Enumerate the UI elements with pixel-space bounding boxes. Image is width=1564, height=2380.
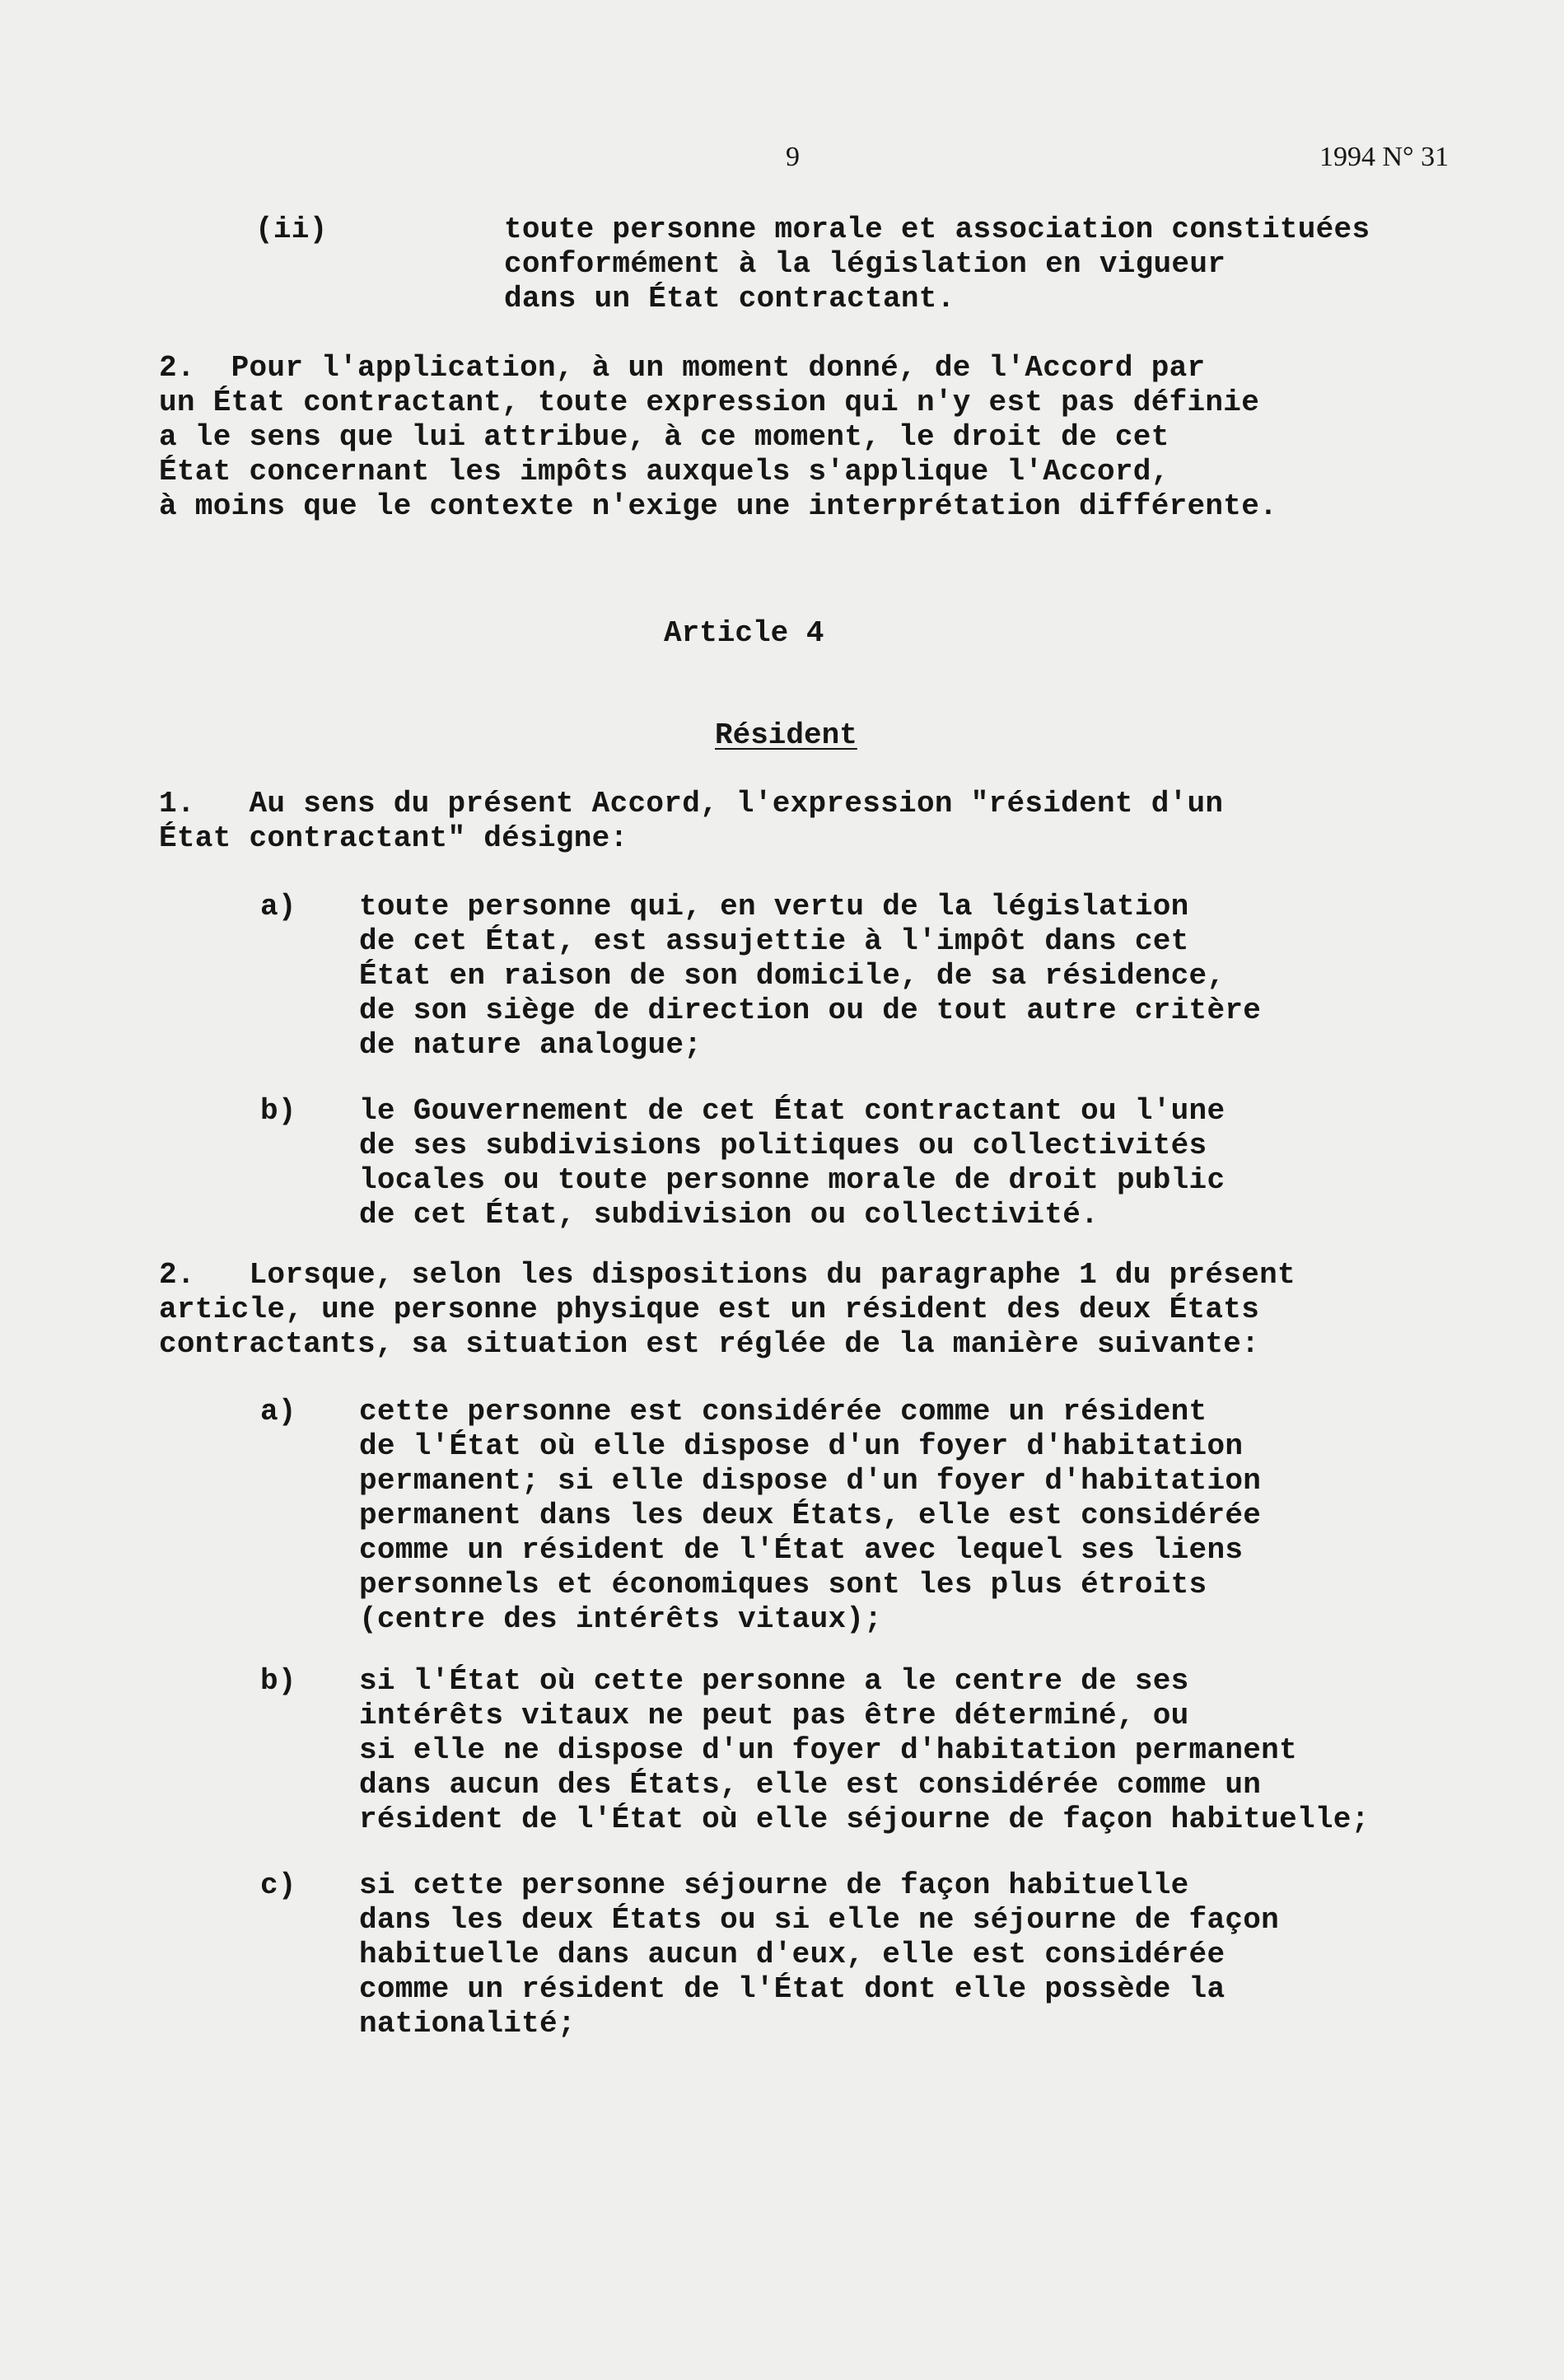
item-line: si elle ne dispose d'un foyer d'habitation permanent [359, 1733, 1297, 1767]
item-line: de son siège de direction ou de tout autre critère [359, 994, 1262, 1027]
item-line: si cette personne séjourne de façon habituelle [359, 1868, 1189, 1902]
item-line: dans aucun des États, elle est considérée comme un [359, 1768, 1262, 1802]
subitem-ii-marker: (ii) [255, 213, 328, 246]
para2-line: 2. Pour l'application, à un moment donné, de l'Accord par [159, 351, 1206, 385]
item-line: de nature analogue; [359, 1028, 703, 1062]
item-line: cette personne est considérée comme un résident [359, 1395, 1207, 1428]
item-line: de cet État, est assujettie à l'impôt dans cet [359, 924, 1189, 958]
item-line: État en raison de son domicile, de sa résidence, [359, 959, 1226, 993]
subitem-ii-line: conformément à la législation en vigueur [504, 247, 1226, 281]
item-marker: a) [260, 1395, 296, 1428]
item-line: intérêts vitaux ne peut pas être déterminé, ou [359, 1699, 1189, 1732]
item-line: dans les deux États ou si elle ne séjourne de façon [359, 1903, 1280, 1937]
item-line: toute personne qui, en vertu de la législation [359, 890, 1189, 923]
subitem-ii-line: toute personne morale et association constituées [504, 213, 1370, 246]
item-line: de cet État, subdivision ou collectivité. [359, 1198, 1099, 1232]
item-line: permanent; si elle dispose d'un foyer d'habitation [359, 1464, 1262, 1498]
page-number: 9 [786, 142, 800, 172]
item-line: de l'État où elle dispose d'un foyer d'habitation [359, 1429, 1244, 1463]
item-marker: b) [260, 1664, 296, 1698]
item-line: comme un résident de l'État dont elle possède la [359, 1972, 1226, 2006]
item-line: comme un résident de l'État avec lequel ses liens [359, 1533, 1244, 1567]
item-line: (centre des intérêts vitaux); [359, 1602, 883, 1636]
document-reference: 1994 N° 31 [1319, 142, 1450, 172]
item-line: habituelle dans aucun d'eux, elle est considérée [359, 1938, 1226, 1971]
item-line: de ses subdivisions politiques ou collectivités [359, 1129, 1207, 1162]
art4-para1-intro-line: 1. Au sens du présent Accord, l'expression "résident d'un [159, 787, 1224, 821]
item-line: personnels et économiques sont les plus étroits [359, 1568, 1207, 1601]
item-marker: b) [260, 1094, 296, 1128]
para2-line: État concernant les impôts auxquels s'applique l'Accord, [159, 455, 1169, 489]
item-marker: c) [260, 1868, 296, 1902]
article-title: Article 4 [664, 616, 824, 650]
para2-line: à moins que le contexte n'exige une interprétation différente. [159, 489, 1278, 523]
item-line: résident de l'État où elle séjourne de façon habituelle; [359, 1803, 1370, 1836]
art4-para2-intro-line: 2. Lorsque, selon les dispositions du paragraphe 1 du présent [159, 1258, 1296, 1292]
item-line: le Gouvernement de cet État contractant ou l'une [359, 1094, 1226, 1128]
para2-line: un État contractant, toute expression qui n'y est pas définie [159, 386, 1260, 419]
art4-para2-intro-line: contractants, sa situation est réglée de la manière suivante: [159, 1327, 1260, 1361]
art4-para2-intro-line: article, une personne physique est un résident des deux États [159, 1293, 1260, 1326]
item-marker: a) [260, 890, 296, 923]
item-line: permanent dans les deux États, elle est considérée [359, 1499, 1262, 1532]
item-line: locales ou toute personne morale de droit public [359, 1163, 1226, 1197]
item-line: nationalité; [359, 2007, 576, 2041]
item-line: si l'État où cette personne a le centre de ses [359, 1664, 1189, 1698]
para2-line: a le sens que lui attribue, à ce moment, le droit de cet [159, 420, 1169, 454]
subitem-ii-line: dans un État contractant. [504, 282, 955, 316]
art4-para1-intro-line: État contractant" désigne: [159, 821, 628, 855]
article-subtitle: Résident [715, 718, 857, 752]
